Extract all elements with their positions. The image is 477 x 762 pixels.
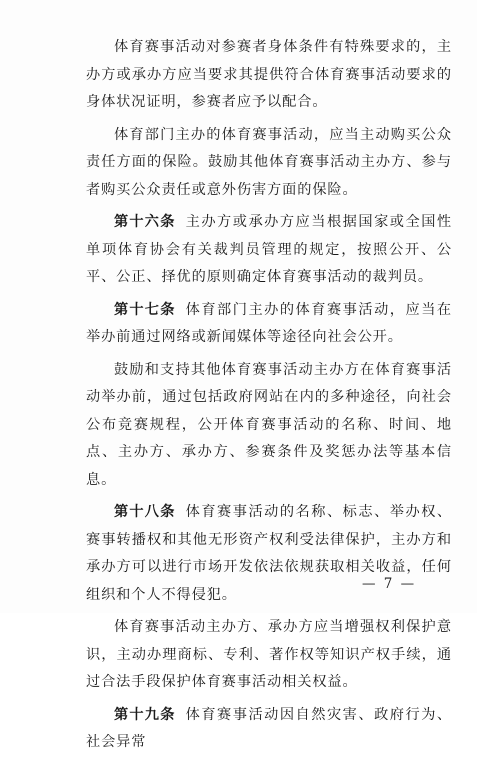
article-17-paragraph: [86, 297, 452, 352]
article-19-paragraph: [86, 702, 452, 757]
paragraph-2: [86, 122, 452, 205]
article-16-text: 主办方或承办方应当根据国家或全国性单项体育协会有关裁判员管理的规定，按照公开、公平、公正、择优的原则确定体育赛事活动的裁判员。: [86, 214, 452, 285]
document-body: [86, 34, 452, 762]
paragraph-5-text: 鼓励和支持其他体育赛事活动主办方在体育赛事活动举办前，通过包括政府网站在内的多种途径，向社会公布竞赛规程，公开体育赛事活动的名称、时间、地点、主办方、承办方、参赛条件及奖惩办法等基本信息。: [86, 361, 452, 488]
paragraph-7: [86, 614, 452, 697]
paragraph-1-text: 体育赛事活动对参赛者身体条件有特殊要求的，主办方或承办方应当要求其提供符合体育赛事活动要求的身体状况证明，参赛者应予以配合。: [86, 39, 452, 110]
paragraph-2-text: 体育部门主办的体育赛事活动，应当主动购买公众责任方面的保险。鼓励其他体育赛事活动主办方、参与者购买公众责任或意外伤害方面的保险。: [86, 126, 452, 198]
article-18-heading: 第十八条: [114, 504, 176, 520]
article-18-paragraph: [86, 499, 452, 609]
article-17-heading: 第十七条: [114, 301, 176, 318]
article-16-heading: 第十六条: [114, 214, 176, 230]
article-16-paragraph: [86, 209, 452, 292]
paragraph-5: [86, 357, 452, 495]
article-17-text: 体育部门主办的体育赛事活动，应当在举办前通过网络或新闻媒体等途径向社会公开。: [86, 301, 452, 345]
paragraph-1: [86, 34, 452, 117]
paragraph-7-text: 体育赛事活动主办方、承办方应当增强权利保护意识，主动办理商标、专利、著作权等知识产权手续，通过合法手段保护体育赛事活动相关权益。: [86, 619, 452, 690]
article-19-text: 体育赛事活动因自然灾害、政府行为、社会异常: [86, 706, 452, 750]
article-19-heading: 第十九条: [114, 706, 176, 723]
article-18-text: 体育赛事活动的名称、标志、举办权、赛事转播权和其他无形资产权利受法律保护，主办方和承办方可以进行市场开发依法依规获取相关收益，任何组织和个人不得侵犯。: [86, 504, 452, 603]
page-number: — 7 —: [362, 576, 417, 592]
